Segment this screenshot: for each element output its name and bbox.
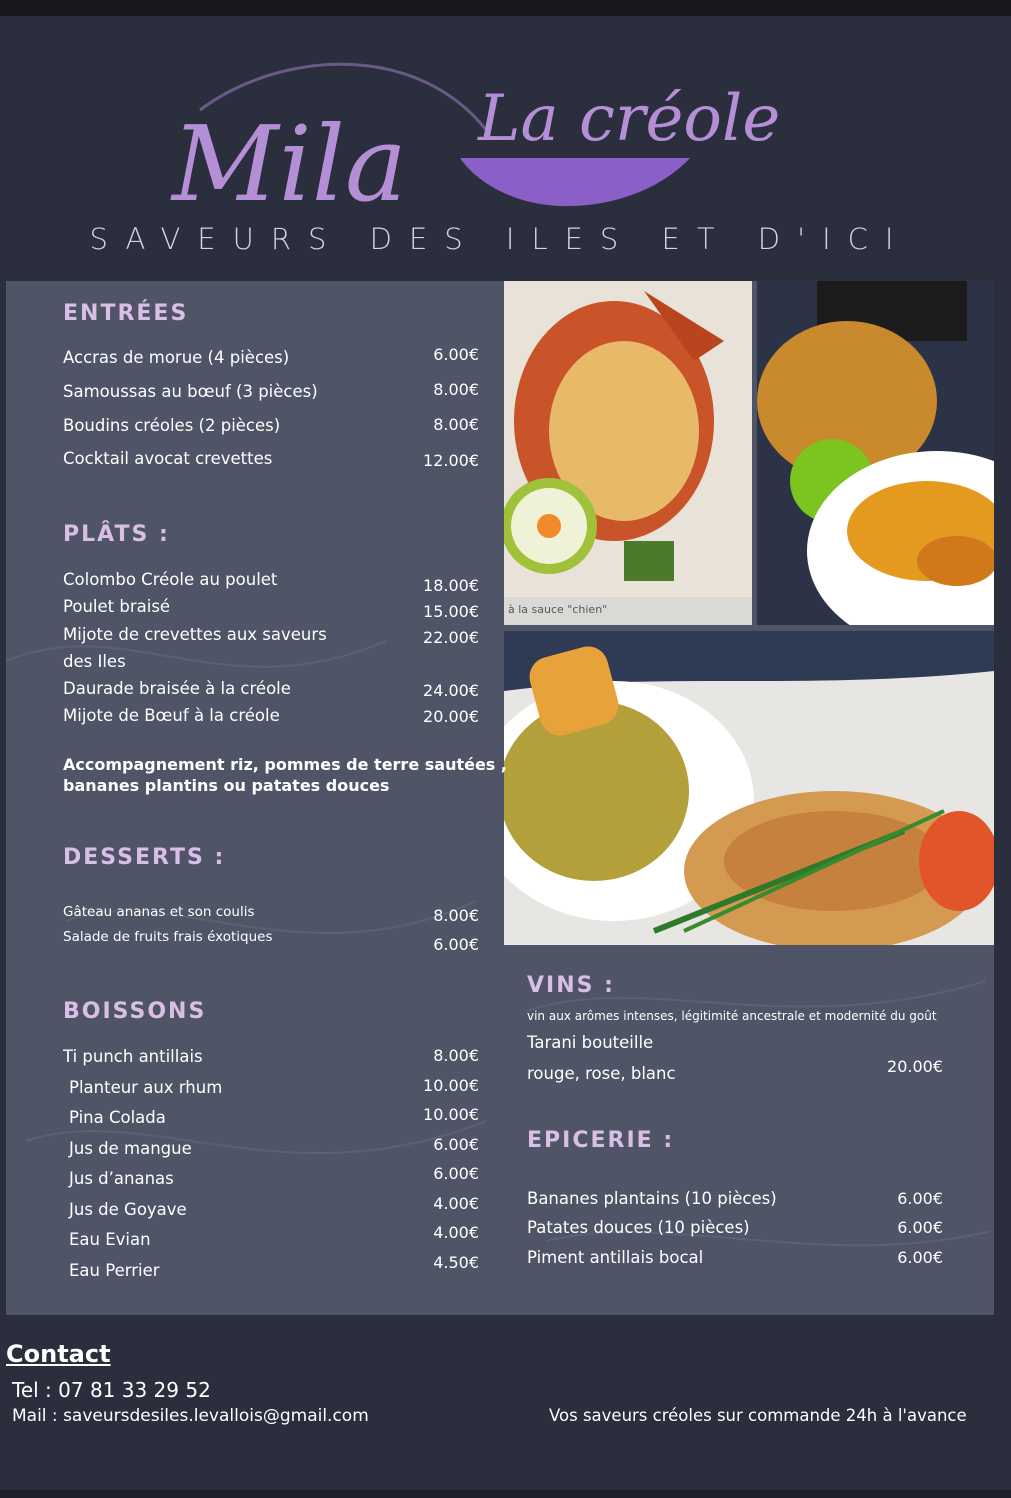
vins-subtitle: vin aux arômes intenses, légitimité ancestrale et modernité du goût [527, 1009, 937, 1023]
menu-item: Bananes plantains (10 pièces) [527, 1189, 777, 1208]
menu-price: 20.00€ [423, 707, 479, 726]
menu-item: Mijote de Bœuf à la créole [63, 706, 280, 725]
menu-item: Mijote de crevettes aux saveurs [63, 625, 327, 644]
menu-price: 22.00€ [423, 628, 479, 647]
section-title-boissons: BOISSONS [63, 999, 207, 1024]
menu-item: Accras de morue (4 pièces) [63, 348, 290, 367]
menu-price: 4.00€ [433, 1194, 479, 1213]
logo-creole-text: La créole [478, 82, 781, 156]
menu-price: 6.00€ [897, 1218, 943, 1237]
section-title-entrees: ENTRÉES [63, 301, 189, 326]
menu-price: 6.00€ [897, 1248, 943, 1267]
menu-item: Planteur aux rhum [69, 1078, 223, 1097]
contact-tel: Tel : 07 81 33 29 52 [12, 1378, 211, 1402]
menu-item: Daurade braisée à la créole [63, 679, 291, 698]
menu-item: Patates douces (10 pièces) [527, 1218, 750, 1237]
menu-panel [6, 281, 994, 1315]
menu-item: Jus de Goyave [69, 1200, 187, 1219]
tagline: SAVEURS DES ILES ET D'ICI [89, 222, 911, 256]
top-bar [0, 0, 1011, 16]
menu-item: Pina Colada [69, 1108, 166, 1127]
menu-price: 12.00€ [423, 451, 479, 470]
menu-item: Samoussas au bœuf (3 pièces) [63, 382, 318, 401]
menu-price: 6.00€ [897, 1189, 943, 1208]
menu-price: 8.00€ [433, 906, 479, 925]
menu-price: 18.00€ [423, 576, 479, 595]
menu-item: Tarani bouteille [527, 1033, 654, 1052]
accompaniment-note [63, 754, 507, 796]
menu-item: Jus d’ananas [69, 1169, 174, 1188]
menu-price: 8.00€ [433, 380, 479, 399]
menu-item-continuation: rouge, rose, blanc [527, 1064, 676, 1083]
menu-item: Eau Perrier [69, 1261, 160, 1280]
menu-item: Gâteau ananas et son coulis [63, 904, 255, 920]
menu-item-continuation: des Iles [63, 652, 126, 671]
menu-price: 6.00€ [433, 345, 479, 364]
contact-mail: Mail : saveursdesiles.levallois@gmail.com [12, 1406, 369, 1426]
photo-dish [504, 631, 994, 945]
menu-item: Boudins créoles (2 pièces) [63, 416, 281, 435]
note-line: bananes plantins ou patates douces [63, 776, 390, 795]
menu-item: Salade de fruits frais éxotiques [63, 929, 273, 945]
menu-price: 6.00€ [433, 1135, 479, 1154]
section-title-desserts: DESSERTS : [63, 845, 226, 870]
menu-item: Poulet braisé [63, 597, 171, 616]
menu-item: Cocktail avocat crevettes [63, 449, 273, 468]
menu-price: 10.00€ [423, 1076, 479, 1095]
section-title-vins: VINS : [527, 973, 615, 998]
menu-price: 6.00€ [433, 935, 479, 954]
menu-price: 4.50€ [433, 1253, 479, 1272]
photo-pineapple [757, 281, 994, 625]
section-title-epicerie: EPICERIE : [527, 1128, 675, 1153]
bottom-bar [0, 1490, 1011, 1498]
logo [160, 40, 800, 220]
menu-price: 4.00€ [433, 1223, 479, 1242]
note-line: Accompagnement riz, pommes de terre sautées , [63, 755, 507, 774]
section-title-plats: PLÂTS : [63, 522, 170, 547]
menu-item: Eau Evian [69, 1230, 151, 1249]
lobster-illustration [504, 281, 752, 625]
contact-title: Contact [6, 1340, 111, 1368]
menu-price: 20.00€ [887, 1057, 943, 1076]
contact-slogan: Vos saveurs créoles sur commande 24h à l'avance [549, 1406, 967, 1425]
menu-item: Ti punch antillais [63, 1047, 203, 1066]
menu-price: 15.00€ [423, 602, 479, 621]
menu-price: 8.00€ [433, 1046, 479, 1065]
menu-price: 10.00€ [423, 1105, 479, 1124]
photo-caption: à la sauce "chien" [508, 603, 608, 616]
menu-price: 6.00€ [433, 1164, 479, 1183]
menu-price: 8.00€ [433, 415, 479, 434]
pineapple-illustration [757, 281, 994, 625]
menu-item: Colombo Créole au poulet [63, 570, 278, 589]
photo-lobster [504, 281, 752, 625]
logo-mila-text: Mila [172, 103, 408, 220]
logo-graphic [160, 40, 800, 220]
dish-illustration [504, 631, 994, 945]
menu-item: Piment antillais bocal [527, 1248, 704, 1267]
menu-item: Jus de mangue [69, 1139, 192, 1158]
menu-price: 24.00€ [423, 681, 479, 700]
